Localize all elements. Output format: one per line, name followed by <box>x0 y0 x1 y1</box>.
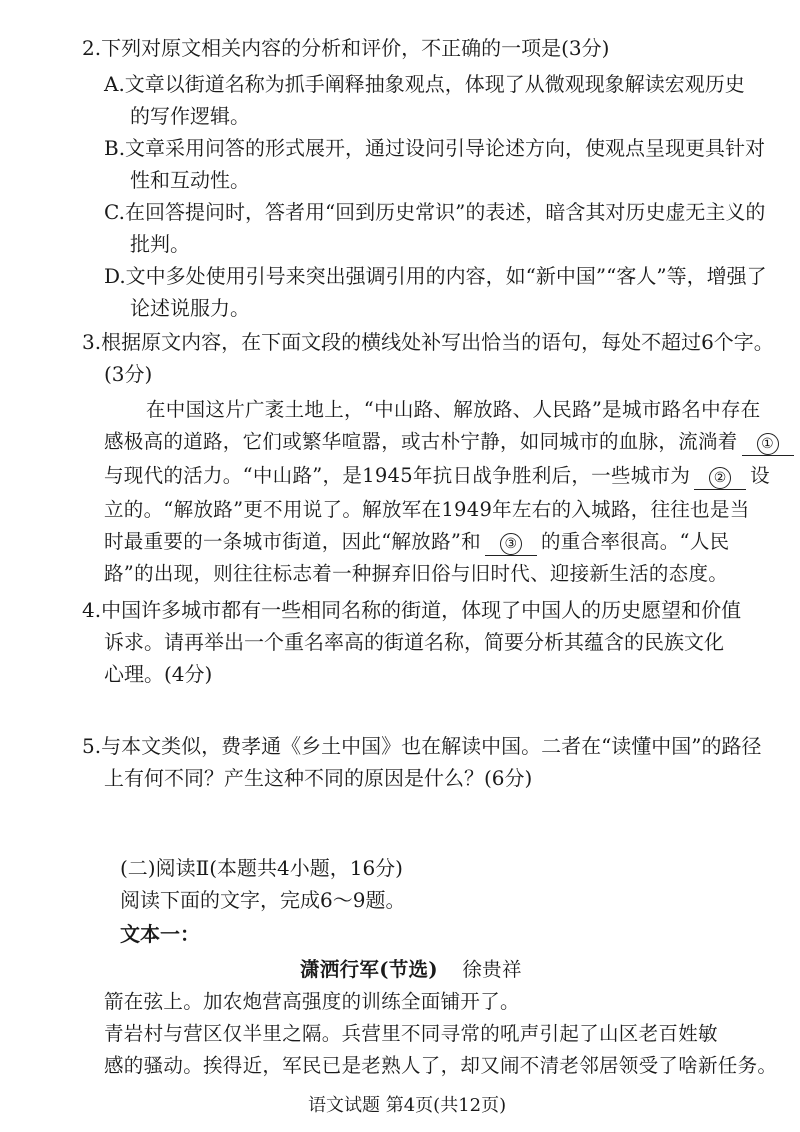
q2-option-a-line1: A.文章以街道名称为抓手阐释抽象观点，体现了从微观现象解读宏观历史 <box>104 72 745 96</box>
q3-stem-line1: 3.根据原文内容，在下面文段的横线处补写出恰当的语句，每处不超过6个字。 <box>82 330 774 354</box>
article-author: 徐贵祥 <box>462 958 522 981</box>
page-footer: 语文试题 第4页(共12页) <box>308 1095 507 1116</box>
blank-3 <box>485 530 537 556</box>
q4-line2: 诉求。请再举出一个重名率高的街道名称，简要分析其蕴含的民族文化 <box>104 630 724 654</box>
q5-line1: 5.与本文类似，费孝通《乡土中国》也在解读中国。二者在“读懂中国”的路径 <box>82 734 762 758</box>
q2-option-b-line2: 性和互动性。 <box>130 168 250 192</box>
q3-passage-line1: 在中国这片广袤土地上，“中山路、解放路、人民路”是城市路名中存在 <box>146 398 761 421</box>
q3-passage-line5-tail: 的重合率很高。“人民 <box>540 530 730 553</box>
section-2-title: (二)阅读Ⅱ(本题共4小题，16分) <box>120 856 403 880</box>
q3-passage-line3-text: 与现代的活力。“中山路”，是1945年抗日战争胜利后，一些城市为 <box>104 464 691 487</box>
q3-passage-line3-tail: 设 <box>750 464 770 487</box>
section-2-instructions: 阅读下面的文字，完成6～9题。 <box>120 888 406 912</box>
q2-option-c-line2: 批判。 <box>130 232 190 256</box>
article-paragraph-1: 箭在弦上。加农炮营高强度的训练全面铺开了。 <box>104 990 520 1013</box>
blank-3-number: ③ <box>500 533 522 555</box>
blank-2 <box>694 464 746 490</box>
q2-option-d-line2: 论述说服力。 <box>130 296 250 320</box>
article-paragraph-2-line1: 青岩村与营区仅半里之隔。兵营里不同寻常的吼声引起了山区老百姓敏 <box>104 1022 718 1045</box>
q3-passage-line2-text: 感极高的道路，它们或繁华喧嚣，或古朴宁静，如同城市的血脉，流淌着 <box>104 430 738 453</box>
article-title: 潇洒行军(节选) <box>300 958 438 981</box>
q3-stem-line2: (3分) <box>104 362 153 386</box>
q3-passage-line3 <box>104 464 770 490</box>
q3-passage-line5 <box>104 530 729 556</box>
q3-passage-line2 <box>104 430 798 456</box>
q2-option-b-line1: B.文章采用问答的形式展开，通过设问引导论述方向，使观点呈现更具针对 <box>104 136 766 160</box>
q2-option-c-line1: C.在回答提问时，答者用“回到历史常识”的表述，暗含其对历史虚无主义的 <box>104 200 766 224</box>
q5-line2: 上有何不同？产生这种不同的原因是什么？(6分) <box>104 766 533 790</box>
q3-passage-line6: 路”的出现，则往往标志着一种摒弃旧俗与旧时代、迎接新生活的态度。 <box>104 562 729 585</box>
q2-option-d-line1: D.文中多处使用引号来突出强调引用的内容，如“新中国”“客人”等，增强了 <box>104 264 767 288</box>
text-one-label: 文本一： <box>120 922 200 946</box>
article-heading <box>300 958 522 982</box>
q2-stem: 2.下列对原文相关内容的分析和评价，不正确的一项是(3分) <box>82 36 610 60</box>
q4-line1: 4.中国许多城市都有一些相同名称的街道，体现了中国人的历史愿望和价值 <box>82 598 742 622</box>
q3-passage-line4: 立的。“解放路”更不用说了。解放军在1949年左右的入城路，往往也是当 <box>104 498 750 521</box>
blank-1 <box>742 430 794 456</box>
q2-option-a-line2: 的写作逻辑。 <box>130 104 250 128</box>
q3-passage-line5-text: 时最重要的一条城市街道，因此“解放路”和 <box>104 530 481 553</box>
q4-line3: 心理。(4分) <box>104 662 213 686</box>
blank-1-number: ① <box>757 433 779 455</box>
article-paragraph-2-line2: 感的骚动。挨得近，军民已是老熟人了，却又闹不清老邻居领受了啥新任务。 <box>104 1054 778 1077</box>
blank-2-number: ② <box>709 467 731 489</box>
